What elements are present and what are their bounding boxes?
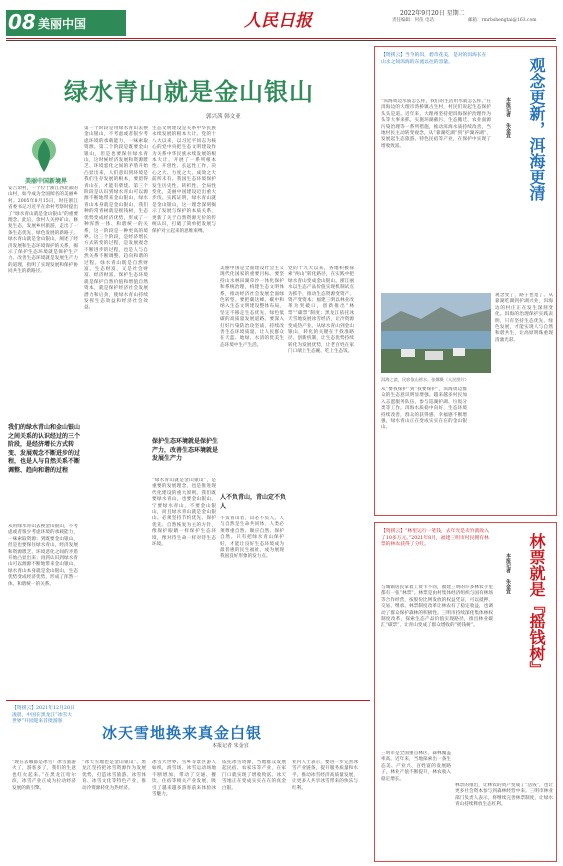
- main-article: [6, 46, 370, 696]
- subhead-2: 保护生态环境就是保护生产力，改善生态环境就是发展生产力: [152, 438, 219, 462]
- main-col-1: 安吉余村，一个位于浙江西北部的山村，如今成为全国闻名的美丽乡村。2005年8月15日，时任浙江省委书记习近平在余村考察时提出了“绿水青山就是金山银山”的重要理念。此后，余村人关停矿山、修复生态，发展乡村旅游，走出了一条生态优先、绿色发展的新路子。绿水青山就是金山银山，阐述了经济发展和生态环境保护的关系，揭示了保护生态环境就是保护生产力、改善生态环境就是发展生产力的道理，指明了实现发展和保护协同共生的新路径。: [8, 186, 78, 275]
- bottom-col-4: 依托冰雪资源，当地群众发展起民宿、农家乐等产业，在家门口就实现了增收致富。冰天雪地正在变成实实在在的真金白银。: [222, 760, 286, 791]
- bottom-title: 冰天雪地换来真金白银: [101, 724, 262, 742]
- side2-lead: 【资援云】“林里运行一笔钱，去年光是卖竹就收入了10多万元。”2021年8月，福建三明市村民拥有林票的林农获得了分红。: [381, 529, 489, 548]
- side2-col-2: 三明市是全国重点林区，森林覆盖率高。近年来，当地探索出一条生态美、产业兴、百姓富的发展路子，林业产值不断提升，林农收入稳定增长。: [381, 751, 451, 782]
- main-authors: 郭兴茜 韩文亚: [206, 114, 241, 120]
- bottom-article: [6, 700, 370, 862]
- bottom-col-5: 业内人士表示，要进一步完善冰雪产业链条，提升服务质量和水平，推动冰雪经济高质量发展，让更多人共享冰雪带来的快乐与红利。: [292, 760, 358, 791]
- side2-col-3: 林票的推出，让林农的资产变成了“活钱”，也让更多社会资本参与到森林经营中来。三明市林业部门负责人表示，将继续完善林票制度，让绿水青山持续释放生态红利。: [455, 783, 553, 808]
- side1-col-3: 观念变了，路子也宽了。从靠湖吃湖到护湖兴业，洱海边的村庄正在发生深刻变化。洱海的治理保护实践表明，只有坚持生态优先、绿色发展，才能实现人与自然和谐共生，让高原明珠重现清澈光彩。: [495, 293, 553, 343]
- side-article-1: [374, 46, 557, 516]
- leaf-icon: [28, 136, 60, 178]
- side2-author: 本报记者 朱金宜: [505, 553, 511, 594]
- editor-line: 责任编辑：何苗: [392, 18, 424, 23]
- issue-date: 2022年9月20日 星期二: [400, 10, 465, 17]
- main-col-5: 党的十九大以来，各地积极探索“两山”转化路径，在实践中把绿水青山变成金山银山。浙江丽水以生态产品价值实现机制试点为抓手，推动生态资源变资产、资产变资本；福建三明以林业改革为突破口，创新推出“林票”“碳票”制度；黑龙江依托冰天雪地发展冰雪经济，让冷资源变成热产业。从绿水青山到金山银山，转化的关键在于找准路径、创新机制，让生态优势持续转化为发展优势，让老百姓在家门口端上生态碗、吃上生态饭。: [288, 266, 354, 355]
- bottom-col-3: 冰雪大世界、雪乡等景区游人如织，滑雪场、冰雪运动场地不断增加，带动了交通、餐饮、住宿等相关产业发展，吸引了越来越多游客前来体验冰雪魅力。: [152, 760, 216, 798]
- main-col-1b: 从用绿水青山去换金山银山，不考虑或者很少考虑环境的承载能力，一味索取资源；到既要金山银山，但是也要保住绿水青山，经济发展和资源匮乏、环境恶化之间的矛盾开始凸显出来；再到认识到绿水青山可以源源不断地带来金山银山，绿水青山本身就是金山银山，生态优势变成经济优势，形成了浑然一体、和谐统一的关系。: [8, 524, 78, 587]
- side2-title: 林票就是『摇钱树』: [527, 533, 546, 677]
- main-col-3b: “绿水青山就是金山银山”，是重要的发展理念，也是推进现代化建设的重大原则。我们既要绿水青山，也要金山银山。宁要绿水青山，不要金山银山，而且绿水青山就是金山银山。必须坚持节约优先、保护优先、自然恢复为主的方针，像保护眼睛一样保护生态环境，像对待生命一样对待生态环境。: [152, 478, 216, 548]
- erhai-photo: [381, 293, 491, 373]
- bottom-col-1: “现在去哪都是冰雪！冰雪旅游火了，游客多了，我们的生意也红火起来。”在黑龙江哈尔滨，冰雪产业正成为拉动经济发展的新引擎。: [12, 760, 76, 791]
- bottom-author: 本报记者 朱金宜: [212, 743, 249, 749]
- side1-lead: 【资援云】当今的洱，碧奇花美，是对的洱海长在山水之间洱海的东流以往的容量。: [381, 53, 487, 65]
- email-line: 邮箱：rmrbshengtai@163.com: [468, 18, 537, 23]
- side1-col-2: 从“要我保护”到“我要保护”，洱海周边群众的生态意识明显增强。越来越多村民加入志愿服务队伍，参与巡湖护湖、垃圾分类等工作。洱海水质稳中向好，生态环境持续改善，群众的获得感、幸福感不断增强，绿水青山正在变成实实在在的金山银山。: [381, 387, 467, 431]
- side2-col-1: 与城镇居民拿着工资卡不同，福建三明的许多林农手里都有一张“林票”。林票是由村集体经济组织与国有林场等合作经营，按股份比例发放的权益凭证，可以抵押、交易、继承。林票制度改革让林农有了稳定收益，也调动了群众保护森林的积极性。三明市持续深化集体林权制度改革，探索生态产品价值实现路径，推出林业碳汇“碳票”，让青山变成了群众增收的“摇钱树”。: [381, 585, 493, 629]
- side-article-2: [374, 522, 557, 862]
- subhead-1: 我们的绿水青山和金山银山之间关系的认识经过的三个阶段，是经济增长方式转变、发展观念不断进步的过程，也是人与自然关系不断调整、趋向和谐的过程: [8, 424, 81, 474]
- main-title: 绿水青山就是金山银山: [64, 77, 314, 106]
- bottom-col-2: “冰天雪地也是金山银山”。黑龙江坚持把冰雪资源作为发展优势，打造冰雪旅游、冰雪体育、冰雪文化等特色产业，推动冷资源转化为热经济。: [82, 760, 146, 791]
- side1-author: 本报记者 朱金宜: [505, 97, 511, 138]
- logo-label: 美丽中国新境界: [24, 178, 67, 185]
- subhead-3: 人不负青山，青山定不负人: [220, 494, 287, 510]
- main-col-3: 生态文明建设是关系中华民族永续发展的根本大计。党的十八大以来，以习近平同志为核心的党中央把生态文明建设作为关系中华民族永续发展的根本大计，开展了一系列根本性、开创性、长远性工作，决心之大、力度之大、成效之大前所未有。我国生态环境保护发生历史性、转折性、全局性变化，美丽中国建设迈出重大步伐。实践证明，绿水青山就是金山银山，这一理念深刻揭示了发展与保护的本质关系，更新了关于自然资源无价的传统认识，打破了简单把发展与保护对立起来的思维束缚。: [152, 126, 216, 234]
- main-col-4: 美丽中国是全面建设社会主义现代化国家的重要目标。要坚持山水林田湖草沙一体化保护和系统治理，构建生态文明体系，推动经济社会发展全面绿色转型。要把碳达峰、碳中和纳入生态文明建设整体布局，坚定不移走生态优先、绿色低碳的高质量发展道路。要深入打好污染防治攻坚战，持续改善生态环境质量，让人民群众在天蓝、地绿、水清的优美生态环境中生产生活。: [220, 266, 284, 348]
- page-header: [0, 0, 563, 44]
- page-number: 08: [8, 10, 36, 34]
- side1-col-1: “洱海周边水质怎么样，我们的生活用水就怎么样。”在洱海边的大理市湾桥镇古生村，村民们说起生态保护头头是道。近年来，大理州坚持把洱海保护治理作为头等大事来抓，实施环湖截污、生态搬迁、农业面源污染治理等一系列措施，推动洱海水质持续改善。当地村民主动转变观念，从“靠湖吃湖”到“护湖养湖”，发展起生态旅游、特色民宿等产业，在保护中实现了增收致富。: [381, 99, 491, 149]
- erhai-caption: 洱海之滨，民宿依山傍水。张娜摄（人民图片）: [381, 377, 469, 382]
- bottom-lead: 【资援云】2021年12月20日凌晨，中国在黑龙江“冰雪大世界”开园迎来首批游客: [12, 706, 75, 725]
- side1-title: 观念更新，洱海更清: [527, 57, 546, 201]
- masthead-logo: 人民日报: [244, 11, 312, 31]
- section-name: 美丽中国: [38, 17, 87, 31]
- main-col-2: 第一个阶段是用绿水青山去换金山银山，不考虑或者很少考虑环境的承载能力，一味索取资源。第二个阶段是既要金山银山，但是也要保住绿水青山，这时候经济发展和资源匮乏、环境恶化之间的矛盾开始凸显出来，人们意识到环境是我们生存发展的根本，要留得青山在，才能有柴烧。第三个阶段是认识到绿水青山可以源源不断地带来金山银山，绿水青山本身就是金山银山，我们种的常青树就是摇钱树，生态优势变成经济优势，形成了一种浑然一体、和谐统一的关系，这一阶段是一种更高的境界。这三个阶段，是经济增长方式转变的过程，是发展观念不断进步的过程，也是人与自然关系不断调整、趋向和谐的过程。绿水青山既是自然财富、生态财富，又是社会财富、经济财富。保护生态环境就是保护自然价值和增值自然资本，就是保护经济社会发展潜力和后劲，使绿水青山持续发挥生态效益和经济社会效益。: [84, 126, 148, 311]
- main-col-4b: 不负青山者，山必不负人。人与自然是生命共同体，人类必须尊重自然、顺应自然、保护自然。只有把绿水青山保护好，才能让良好生态环境成为最普惠的民生福祉，成为展现我国良好形象的发力点。: [220, 516, 284, 560]
- phone-line: 电话：: [424, 18, 439, 23]
